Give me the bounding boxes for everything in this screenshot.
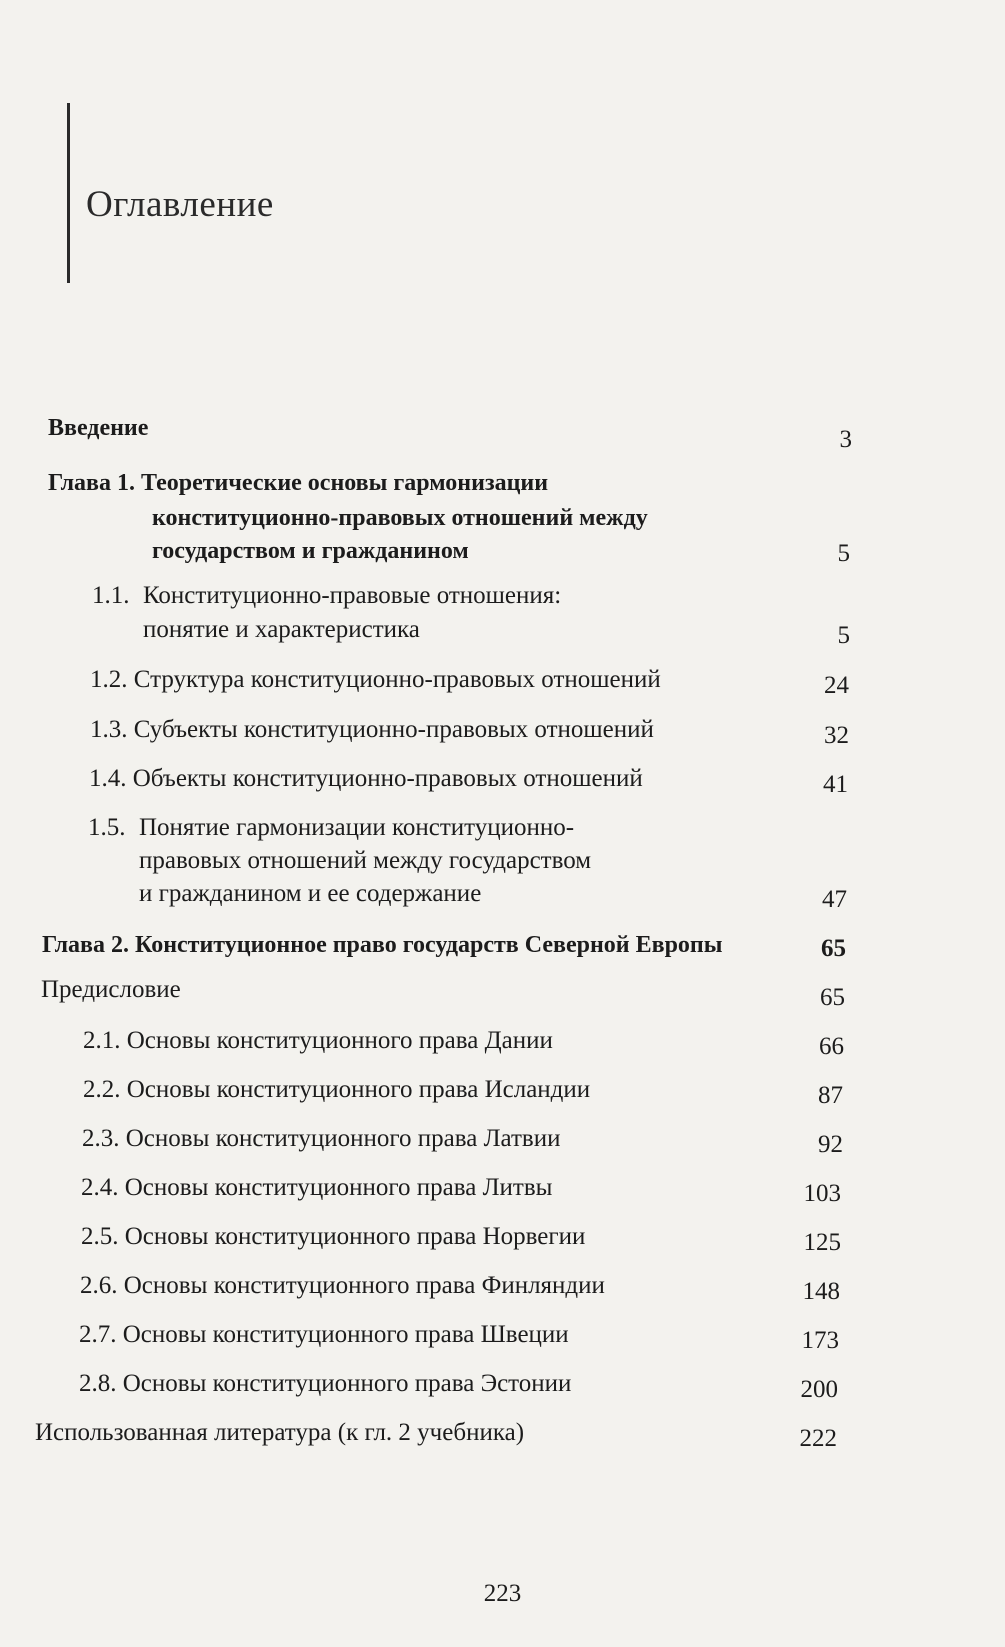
- toc-page-references: 222: [799, 1425, 837, 1452]
- toc-entry-2-4-text: Основы конституционного права Литвы: [124, 1174, 553, 1201]
- toc-entry-1-5-line-2: правовых отношений между государством: [139, 847, 592, 874]
- toc-entry-2-3-number: 2.3.: [82, 1125, 120, 1152]
- toc-entry-1-1-line-1: Конституционно-правовые отношения:: [143, 582, 562, 609]
- toc-page-chapter-1: 5: [837, 540, 850, 567]
- toc-entry-2-6-number: 2.6.: [80, 1272, 118, 1299]
- toc-entry-1-5-number: 1.5.: [88, 814, 126, 841]
- toc-entry-chapter-1-line-3: государством и гражданином: [152, 538, 469, 564]
- toc-entry-references: Использованная литература (к гл. 2 учебника): [35, 1419, 525, 1446]
- toc-entry-1-2-text: Структура конституционно-правовых отношений: [133, 666, 661, 693]
- toc-page-1-5: 47: [822, 886, 847, 913]
- toc-entry-2-7-number: 2.7.: [79, 1321, 117, 1348]
- toc-entry-1-4: [89, 763, 643, 795]
- toc-entry-1-2: [90, 664, 661, 696]
- toc-entry-1-5-line-1: Понятие гармонизации конституционно-: [139, 814, 575, 841]
- toc-page-2-7: 173: [801, 1327, 839, 1354]
- toc-entry-1-3-number: 1.3.: [90, 716, 128, 743]
- toc-entry-1-2-number: 1.2.: [90, 666, 128, 693]
- page-number: 223: [483, 1580, 522, 1607]
- toc-entry-2-8: [79, 1368, 571, 1400]
- toc-entry-2-7: [79, 1319, 569, 1351]
- toc-page-2-5: 125: [803, 1229, 841, 1256]
- toc-entry-1-1-number: 1.1.: [92, 582, 130, 609]
- toc-entry-2-6-text: Основы конституционного права Финляндии: [123, 1272, 605, 1299]
- toc-entry-1-4-text: Объекты конституционно-правовых отношений: [132, 765, 643, 792]
- toc-entry-2-5: [81, 1221, 585, 1253]
- toc-page-2-3: 92: [818, 1131, 843, 1158]
- toc-entry-2-3-text: Основы конституционного права Латвии: [125, 1125, 561, 1152]
- toc-entry-2-8-number: 2.8.: [79, 1370, 117, 1397]
- toc-page-1-1: 5: [837, 622, 850, 649]
- toc-entry-2-5-text: Основы конституционного права Норвегии: [124, 1223, 586, 1250]
- toc-entry-2-1-number: 2.1.: [83, 1027, 121, 1054]
- title-rule: [67, 103, 70, 283]
- toc-entry-chapter-2: Глава 2. Конституционное право государств Северной Европы: [42, 932, 723, 958]
- toc-page-1-2: 24: [824, 672, 849, 699]
- toc-entry-2-4: [81, 1172, 552, 1204]
- toc-entry-2-3: [82, 1123, 560, 1155]
- toc-entry-introduction: Введение: [48, 415, 149, 441]
- toc-entry-1-3-text: Субъекты конституционно-правовых отношений: [133, 716, 654, 743]
- toc-entry-1-1-line-2: понятие и характеристика: [143, 616, 420, 643]
- toc-entry-2-8-text: Основы конституционного права Эстонии: [122, 1370, 572, 1397]
- toc-page-preface: 65: [820, 984, 845, 1011]
- toc-entry-2-6: [80, 1270, 605, 1302]
- toc-page-2-2: 87: [818, 1082, 843, 1109]
- toc-page-1-3: 32: [824, 722, 849, 749]
- toc-page-introduction: 3: [839, 426, 852, 453]
- toc-entry-preface: Предисловие: [41, 976, 181, 1003]
- toc-entry-chapter-1-line-1: Глава 1. Теоретические основы гармонизации: [48, 470, 549, 496]
- toc-page-chapter-2: 65: [821, 935, 846, 962]
- toc-entry-2-7-text: Основы конституционного права Швеции: [122, 1321, 569, 1348]
- toc-entry-2-2-number: 2.2.: [83, 1076, 121, 1103]
- toc-page-2-1: 66: [819, 1033, 844, 1060]
- page-title: Оглавление: [86, 184, 274, 225]
- toc-page-2-4: 103: [803, 1180, 841, 1207]
- toc-entry-chapter-1-line-2: конституционно-правовых отношений между: [152, 505, 648, 531]
- toc-page-1-4: 41: [823, 771, 848, 798]
- toc-page-2-6: 148: [802, 1278, 840, 1305]
- toc-entry-1-3: [90, 714, 654, 746]
- toc-entry-2-1: [83, 1025, 553, 1057]
- toc-entry-2-4-number: 2.4.: [81, 1174, 119, 1201]
- toc-page-2-8: 200: [800, 1376, 838, 1403]
- toc-entry-2-1-text: Основы конституционного права Дании: [126, 1027, 553, 1054]
- toc-entry-1-4-number: 1.4.: [89, 765, 127, 792]
- toc-entry-2-2-text: Основы конституционного права Исландии: [126, 1076, 591, 1103]
- toc-entry-2-2: [83, 1074, 590, 1106]
- toc-entry-1-5-line-3: и гражданином и ее содержание: [139, 880, 482, 907]
- toc-entry-2-5-number: 2.5.: [81, 1223, 119, 1250]
